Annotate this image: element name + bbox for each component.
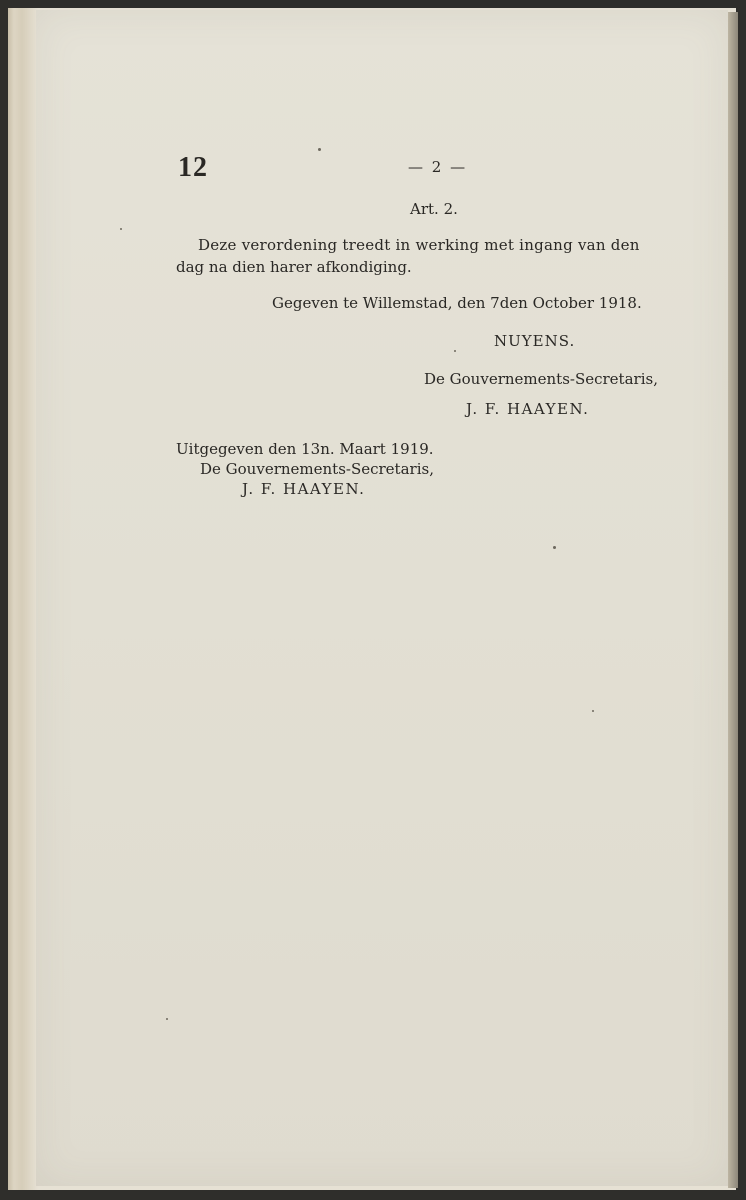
paper-speck [166,1018,168,1020]
paper-speck [553,546,556,549]
signatory-name: NUYENS. [494,332,576,350]
paper-speck [120,228,122,230]
paper-speck [454,350,456,352]
page-right-edge [728,12,738,1188]
paper-speck [592,710,594,712]
body-text-line-2: dag na dien harer afkondiging. [176,258,412,276]
publication-name: J. F. HAAYEN. [242,480,366,498]
article-heading: Art. 2. [410,200,458,218]
document-page [36,10,728,1186]
countersign-name: J. F. HAAYEN. [466,400,590,418]
publication-title: De Gouvernements-Secretaris, [200,460,434,478]
countersign-title: De Gouvernements-Secretaris, [424,370,658,388]
body-text-line-1: Deze verordening treedt in werking met ingang van den [198,236,640,254]
leaf-number: 12 [178,152,208,183]
paper-speck [318,148,321,151]
page-number: — 2 — [408,158,468,176]
given-at-line: Gegeven te Willemstad, den 7den October 1918. [272,294,642,312]
publication-date-line: Uitgegeven den 13n. Maart 1919. [176,440,434,458]
